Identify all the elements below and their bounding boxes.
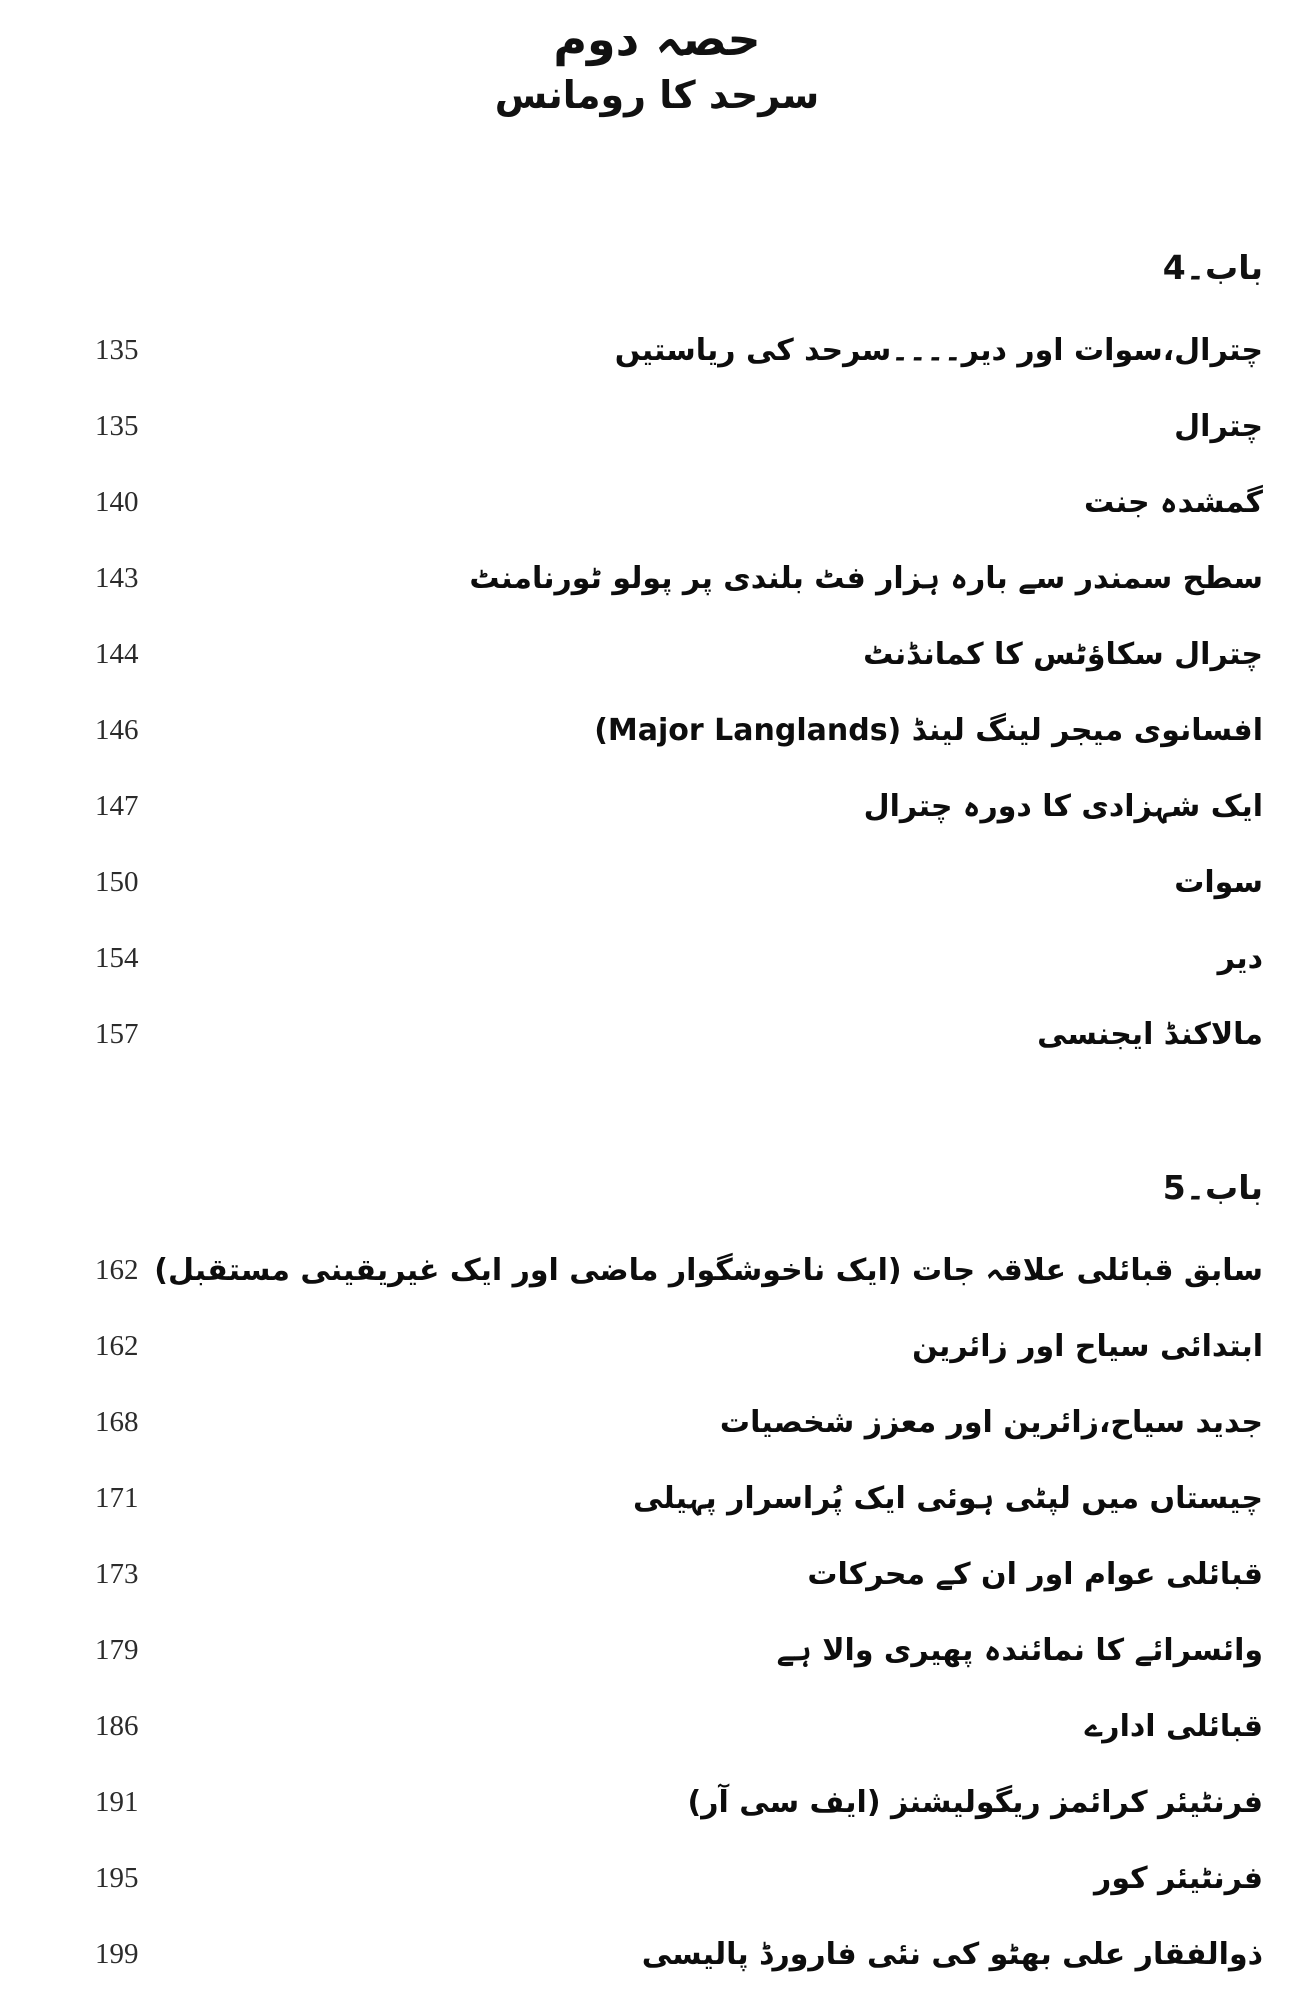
toc-row xyxy=(0,1916,1314,1992)
toc-row xyxy=(0,1764,1314,1840)
page-number: 171 xyxy=(95,1481,139,1514)
entry-title: قبائلی ادارے xyxy=(1084,1708,1263,1744)
page-number: 179 xyxy=(95,1633,139,1666)
page-number: 135 xyxy=(95,333,139,366)
toc-row xyxy=(0,1536,1314,1612)
entry-title: چترال xyxy=(1174,408,1263,444)
part-header xyxy=(0,8,1314,120)
toc-row xyxy=(0,388,1314,464)
toc-row xyxy=(0,616,1314,692)
page-number: 162 xyxy=(95,1329,139,1362)
toc-row xyxy=(0,1612,1314,1688)
entry-title: چترال،سوات اور دیر۔۔۔۔سرحد کی ریاستیں xyxy=(614,332,1263,368)
entry-title: قبائلی عوام اور ان کے محرکات xyxy=(807,1556,1263,1592)
toc-row xyxy=(0,692,1314,768)
chapter-4-heading: باب۔4 xyxy=(1162,248,1263,287)
chapter-4-entries xyxy=(0,312,1314,1072)
page-number: 173 xyxy=(95,1557,139,1590)
entry-title: گمشدہ جنت xyxy=(1083,484,1263,520)
part-subtitle: سرحد کا رومانس xyxy=(494,73,820,117)
entry-title: سوات xyxy=(1174,864,1263,900)
page-number: 147 xyxy=(95,789,139,822)
entry-title: ابتدائی سیاح اور زائرین xyxy=(912,1328,1263,1364)
toc-row xyxy=(0,1232,1314,1308)
page-number: 199 xyxy=(95,1937,139,1970)
page-number: 140 xyxy=(95,485,139,518)
entry-title: ایک شہزادی کا دورہ چترال xyxy=(863,788,1263,824)
page-number: 157 xyxy=(95,1017,139,1050)
chapter-5-section xyxy=(0,1168,1314,1992)
page-number: 143 xyxy=(95,561,139,594)
toc-row xyxy=(0,920,1314,996)
entry-title: دیر xyxy=(1217,940,1263,976)
chapter-5-heading: باب۔5 xyxy=(1162,1168,1263,1207)
entry-title: جدید سیاح،زائرین اور معزز شخصیات xyxy=(719,1404,1263,1440)
page-number: 186 xyxy=(95,1709,139,1742)
entry-title: افسانوی میجر لینگ لینڈ (Major Langlands) xyxy=(594,712,1263,748)
toc-row xyxy=(0,1688,1314,1764)
entry-title: چترال سکاؤٹس کا کمانڈنٹ xyxy=(863,636,1263,672)
entry-title: فرنٹیئر کور xyxy=(1094,1860,1263,1896)
page-number: 162 xyxy=(95,1253,139,1286)
part-title: حصہ دوم xyxy=(553,12,761,66)
entry-title: چیستاں میں لپٹی ہوئی ایک پُراسرار پہیلی xyxy=(633,1480,1263,1516)
toc-row xyxy=(0,996,1314,1072)
page-number: 135 xyxy=(95,409,139,442)
chapter-4-section xyxy=(0,248,1314,1072)
page-number: 195 xyxy=(95,1861,139,1894)
toc-row xyxy=(0,1460,1314,1536)
toc-row xyxy=(0,844,1314,920)
chapter-5-entries xyxy=(0,1232,1314,1992)
entry-title: وائسرائے کا نمائندہ پھیری والا ہے xyxy=(776,1632,1263,1668)
page-number: 146 xyxy=(95,713,139,746)
toc-row xyxy=(0,1840,1314,1916)
entry-title: سطح سمندر سے بارہ ہزار فٹ بلندی پر پولو ٹورنامنٹ xyxy=(469,560,1263,596)
page-number: 150 xyxy=(95,865,139,898)
page-number: 168 xyxy=(95,1405,139,1438)
entry-title: سابق قبائلی علاقہ جات (ایک ناخوشگوار ماضی اور ایک غیریقینی مستقبل) xyxy=(154,1252,1263,1288)
toc-row xyxy=(0,1384,1314,1460)
entry-title: ذوالفقار علی بھٹو کی نئی فارورڈ پالیسی xyxy=(641,1936,1263,1972)
toc-row xyxy=(0,464,1314,540)
page-number: 154 xyxy=(95,941,139,974)
entry-title: مالاکنڈ ایجنسی xyxy=(1037,1016,1263,1052)
page-number: 191 xyxy=(95,1785,139,1818)
toc-row xyxy=(0,1308,1314,1384)
entry-title: فرنٹیئر کرائمز ریگولیشنز (ایف سی آر) xyxy=(687,1784,1263,1820)
toc-row xyxy=(0,312,1314,388)
toc-row xyxy=(0,768,1314,844)
toc-row xyxy=(0,540,1314,616)
page-number: 144 xyxy=(95,637,139,670)
